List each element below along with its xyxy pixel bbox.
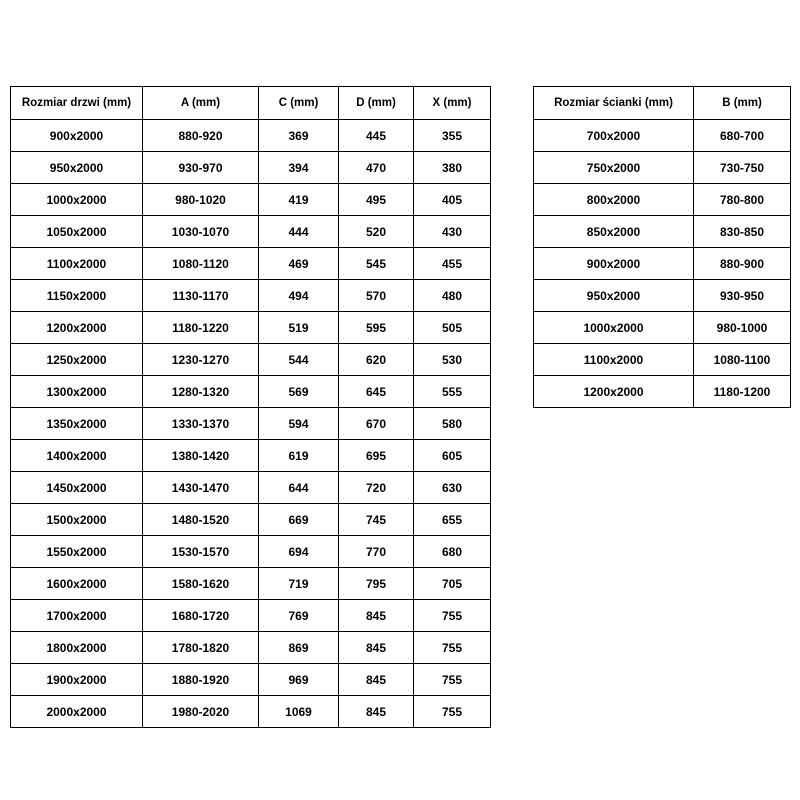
door-sizes-table <box>10 86 491 728</box>
cell-x: 755 <box>414 632 491 664</box>
cell-c: 719 <box>259 568 339 600</box>
cell-door-size: 950x2000 <box>11 152 143 184</box>
cell-b: 730-750 <box>694 152 791 184</box>
cell-x: 480 <box>414 280 491 312</box>
cell-door-size: 1200x2000 <box>11 312 143 344</box>
cell-d: 595 <box>339 312 414 344</box>
cell-door-size: 1450x2000 <box>11 472 143 504</box>
cell-x: 705 <box>414 568 491 600</box>
cell-d: 795 <box>339 568 414 600</box>
cell-x: 530 <box>414 344 491 376</box>
table-row <box>11 280 491 312</box>
cell-wall-size: 750x2000 <box>534 152 694 184</box>
cell-a: 1380-1420 <box>143 440 259 472</box>
table-row <box>11 472 491 504</box>
cell-c: 769 <box>259 600 339 632</box>
cell-d: 720 <box>339 472 414 504</box>
cell-x: 755 <box>414 600 491 632</box>
table-row <box>534 152 791 184</box>
column-header-d: D (mm) <box>339 87 414 120</box>
cell-c: 419 <box>259 184 339 216</box>
table-row <box>534 216 791 248</box>
cell-a: 1030-1070 <box>143 216 259 248</box>
cell-door-size: 1400x2000 <box>11 440 143 472</box>
cell-a: 1180-1220 <box>143 312 259 344</box>
cell-c: 644 <box>259 472 339 504</box>
cell-c: 519 <box>259 312 339 344</box>
cell-a: 1330-1370 <box>143 408 259 440</box>
cell-c: 594 <box>259 408 339 440</box>
table-row <box>11 216 491 248</box>
wall-sizes-table-body <box>534 120 791 408</box>
table-row <box>11 248 491 280</box>
cell-c: 619 <box>259 440 339 472</box>
cell-b: 830-850 <box>694 216 791 248</box>
cell-c: 544 <box>259 344 339 376</box>
cell-x: 430 <box>414 216 491 248</box>
cell-d: 745 <box>339 504 414 536</box>
table-row <box>534 120 791 152</box>
cell-c: 469 <box>259 248 339 280</box>
cell-c: 694 <box>259 536 339 568</box>
cell-door-size: 900x2000 <box>11 120 143 152</box>
cell-a: 1280-1320 <box>143 376 259 408</box>
cell-a: 1230-1270 <box>143 344 259 376</box>
cell-a: 1480-1520 <box>143 504 259 536</box>
table-header-row <box>11 87 491 120</box>
cell-d: 845 <box>339 600 414 632</box>
table-row <box>11 312 491 344</box>
table-row <box>11 664 491 696</box>
cell-a: 1530-1570 <box>143 536 259 568</box>
cell-x: 405 <box>414 184 491 216</box>
cell-door-size: 1100x2000 <box>11 248 143 280</box>
cell-d: 445 <box>339 120 414 152</box>
cell-a: 1980-2020 <box>143 696 259 728</box>
cell-d: 670 <box>339 408 414 440</box>
table-row <box>11 536 491 568</box>
table-row <box>534 184 791 216</box>
cell-wall-size: 950x2000 <box>534 280 694 312</box>
cell-x: 755 <box>414 664 491 696</box>
table-row <box>534 248 791 280</box>
cell-x: 680 <box>414 536 491 568</box>
door-sizes-table-body <box>11 120 491 728</box>
column-header-wall-size: Rozmiar ścianki (mm) <box>534 87 694 120</box>
cell-x: 555 <box>414 376 491 408</box>
cell-d: 570 <box>339 280 414 312</box>
cell-c: 669 <box>259 504 339 536</box>
cell-c: 394 <box>259 152 339 184</box>
cell-d: 845 <box>339 632 414 664</box>
table-row <box>11 376 491 408</box>
cell-wall-size: 700x2000 <box>534 120 694 152</box>
cell-b: 680-700 <box>694 120 791 152</box>
cell-d: 770 <box>339 536 414 568</box>
column-header-c: C (mm) <box>259 87 339 120</box>
column-header-x: X (mm) <box>414 87 491 120</box>
cell-a: 1430-1470 <box>143 472 259 504</box>
table-row <box>11 120 491 152</box>
cell-door-size: 1700x2000 <box>11 600 143 632</box>
cell-c: 869 <box>259 632 339 664</box>
table-row <box>11 344 491 376</box>
cell-door-size: 1050x2000 <box>11 216 143 248</box>
cell-wall-size: 1000x2000 <box>534 312 694 344</box>
cell-wall-size: 850x2000 <box>534 216 694 248</box>
table-row <box>11 184 491 216</box>
cell-b: 880-900 <box>694 248 791 280</box>
table-row <box>534 312 791 344</box>
cell-a: 1130-1170 <box>143 280 259 312</box>
cell-x: 455 <box>414 248 491 280</box>
cell-d: 845 <box>339 696 414 728</box>
cell-wall-size: 800x2000 <box>534 184 694 216</box>
cell-c: 494 <box>259 280 339 312</box>
cell-door-size: 1000x2000 <box>11 184 143 216</box>
table-row <box>534 280 791 312</box>
cell-x: 380 <box>414 152 491 184</box>
cell-door-size: 1350x2000 <box>11 408 143 440</box>
cell-x: 580 <box>414 408 491 440</box>
cell-d: 845 <box>339 664 414 696</box>
cell-x: 655 <box>414 504 491 536</box>
column-header-b: B (mm) <box>694 87 791 120</box>
cell-wall-size: 900x2000 <box>534 248 694 280</box>
cell-b: 1180-1200 <box>694 376 791 408</box>
table-row <box>11 440 491 472</box>
cell-c: 969 <box>259 664 339 696</box>
cell-b: 780-800 <box>694 184 791 216</box>
cell-c: 569 <box>259 376 339 408</box>
cell-d: 695 <box>339 440 414 472</box>
cell-door-size: 1800x2000 <box>11 632 143 664</box>
table-header-row <box>534 87 791 120</box>
cell-b: 1080-1100 <box>694 344 791 376</box>
cell-b: 980-1000 <box>694 312 791 344</box>
cell-door-size: 2000x2000 <box>11 696 143 728</box>
cell-door-size: 1900x2000 <box>11 664 143 696</box>
cell-a: 930-970 <box>143 152 259 184</box>
cell-c: 369 <box>259 120 339 152</box>
table-row <box>11 152 491 184</box>
cell-d: 645 <box>339 376 414 408</box>
cell-a: 1580-1620 <box>143 568 259 600</box>
cell-a: 1880-1920 <box>143 664 259 696</box>
cell-door-size: 1600x2000 <box>11 568 143 600</box>
table-row <box>11 632 491 664</box>
table-row <box>11 696 491 728</box>
cell-wall-size: 1100x2000 <box>534 344 694 376</box>
table-row <box>11 504 491 536</box>
cell-d: 470 <box>339 152 414 184</box>
cell-d: 620 <box>339 344 414 376</box>
wall-sizes-table <box>533 86 791 408</box>
cell-d: 495 <box>339 184 414 216</box>
cell-wall-size: 1200x2000 <box>534 376 694 408</box>
cell-door-size: 1300x2000 <box>11 376 143 408</box>
door-sizes-table-header <box>11 87 491 120</box>
table-row <box>534 376 791 408</box>
cell-a: 1780-1820 <box>143 632 259 664</box>
table-row <box>11 568 491 600</box>
cell-door-size: 1250x2000 <box>11 344 143 376</box>
cell-a: 880-920 <box>143 120 259 152</box>
column-header-a: A (mm) <box>143 87 259 120</box>
cell-x: 355 <box>414 120 491 152</box>
cell-d: 545 <box>339 248 414 280</box>
table-row <box>11 600 491 632</box>
cell-c: 444 <box>259 216 339 248</box>
cell-door-size: 1150x2000 <box>11 280 143 312</box>
cell-a: 1080-1120 <box>143 248 259 280</box>
cell-d: 520 <box>339 216 414 248</box>
cell-b: 930-950 <box>694 280 791 312</box>
cell-x: 605 <box>414 440 491 472</box>
column-header-door-size: Rozmiar drzwi (mm) <box>11 87 143 120</box>
table-row <box>11 408 491 440</box>
cell-c: 1069 <box>259 696 339 728</box>
cell-a: 980-1020 <box>143 184 259 216</box>
wall-sizes-table-header <box>534 87 791 120</box>
cell-door-size: 1500x2000 <box>11 504 143 536</box>
cell-a: 1680-1720 <box>143 600 259 632</box>
cell-door-size: 1550x2000 <box>11 536 143 568</box>
cell-x: 505 <box>414 312 491 344</box>
cell-x: 630 <box>414 472 491 504</box>
table-row <box>534 344 791 376</box>
cell-x: 755 <box>414 696 491 728</box>
